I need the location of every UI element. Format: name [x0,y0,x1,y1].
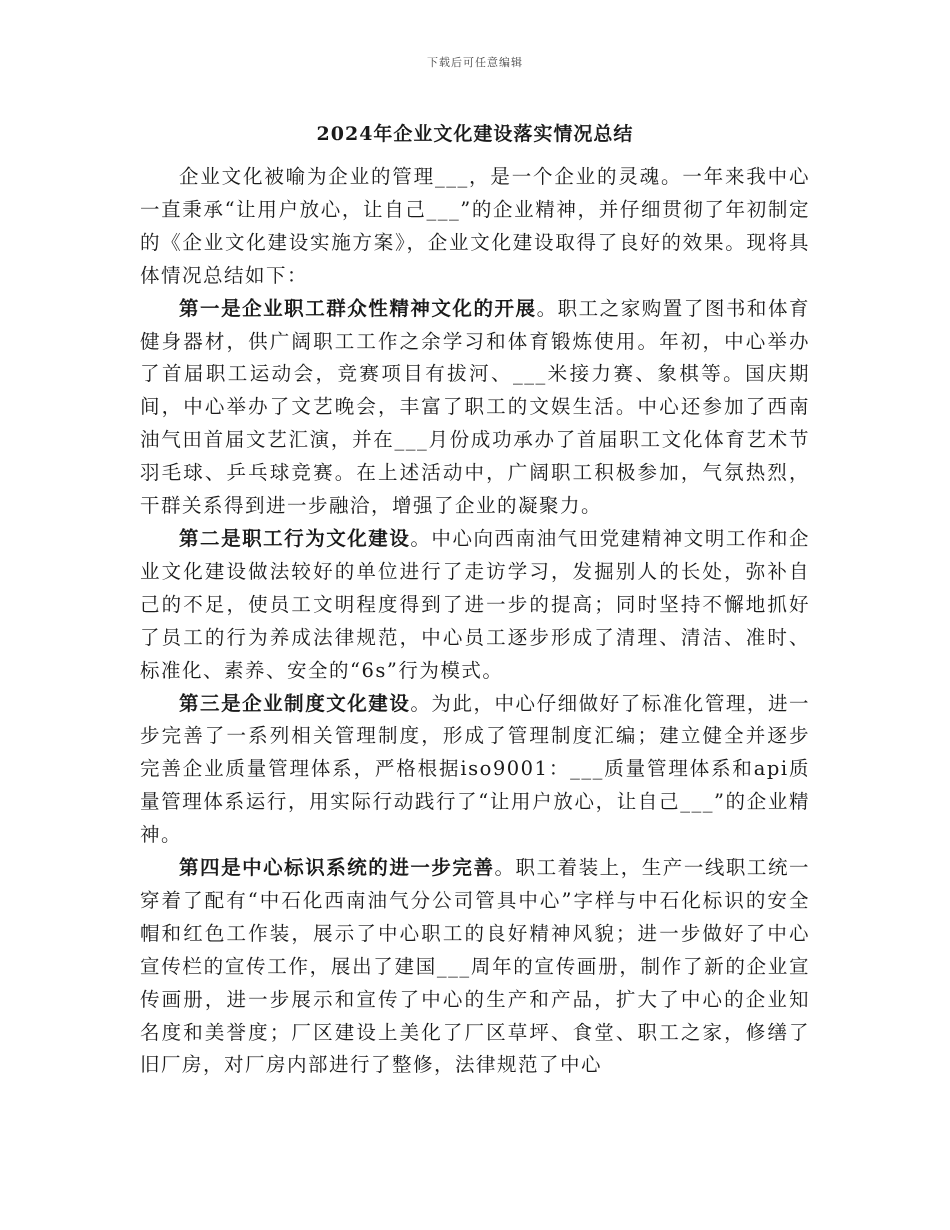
paragraph-lead: 第四是中心标识系统的进一步完善 [179,856,495,880]
paragraph-text: 。中心向西南油气田党建精神文明工作和企业文化建设做法较好的单位进行了走访学习，发掘别人的长处，弥补自己的不足，使员工文明程度得到了进一步的提高；同时坚持不懈地抓好了员工的行为养成法律规范，中心员工逐步形成了清理、清洁、准时、标准化、素养、安全的“6s”行为模式。 [140,526,810,682]
paragraph-lead: 第三是企业制度文化建设 [179,691,411,715]
page-header-note: 下载后可任意编辑 [427,56,523,69]
paragraph-text: 。职工着装上，生产一线职工统一穿着了配有“中石化西南油气分公司管具中心”字样与中石化标识的安全帽和红色工作装，展示了中心职工的良好精神风貌；进一步做好了中心宣传栏的宣传工作，展出了建国___周年的宣传画册，制作了新的企业宣传画册，进一步展示和宣传了中心的生产和产品，扩大了中心的企业知名度和美誉度；厂区建设上美化了厂区草坪、食堂、职工之家，修缮了旧厂房，对厂房内部进行了整修，法律规范了中心 [140,856,810,1077]
document-body [140,161,810,1082]
paragraph-section-2 [140,523,810,688]
paragraph-section-3 [140,688,810,853]
paragraph-intro [140,161,810,293]
paragraph-lead: 第二是职工行为文化建设 [179,526,411,550]
paragraph-section-1 [140,293,810,523]
paragraph-text: 。职工之家购置了图书和体育健身器材，供广阔职工工作之余学习和体育锻炼使用。年初，中心举办了首届职工运动会，竞赛项目有拔河、___米接力赛、象棋等。国庆期间，中心举办了文艺晚会，丰富了职工的文娱生活。中心还参加了西南油气田首届文艺汇演，并在___月份成功承办了首届职工文化体育艺术节羽毛球、乒乓球竞赛。在上述活动中，广阔职工积极参加，气氛热烈，干群关系得到进一步融洽，增强了企业的凝聚力。 [140,296,810,518]
paragraph-lead: 第一是企业职工群众性精神文化的开展 [179,296,537,320]
paragraph-section-4 [140,852,810,1082]
paragraph-text: 企业文化被喻为企业的管理___，是一个企业的灵魂。一年来我中心一直秉承“让用户放心，让自己___”的企业精神，并仔细贯彻了年初制定的《企业文化建设实施方案》，企业文化建设取得了良好的效果。现将具体情况总结如下： [140,165,810,287]
document-title: 2024年企业文化建设落实情况总结 [316,123,634,145]
paragraph-text: 。为此，中心仔细做好了标准化管理，进一步完善了一系列相关管理制度，形成了管理制度汇编；建立健全并逐步完善企业质量管理体系，严格根据iso9001：___质量管理体系和api质量管理体系运行，用实际行动践行了“让用户放心，让自己___”的企业精神。 [140,691,810,847]
